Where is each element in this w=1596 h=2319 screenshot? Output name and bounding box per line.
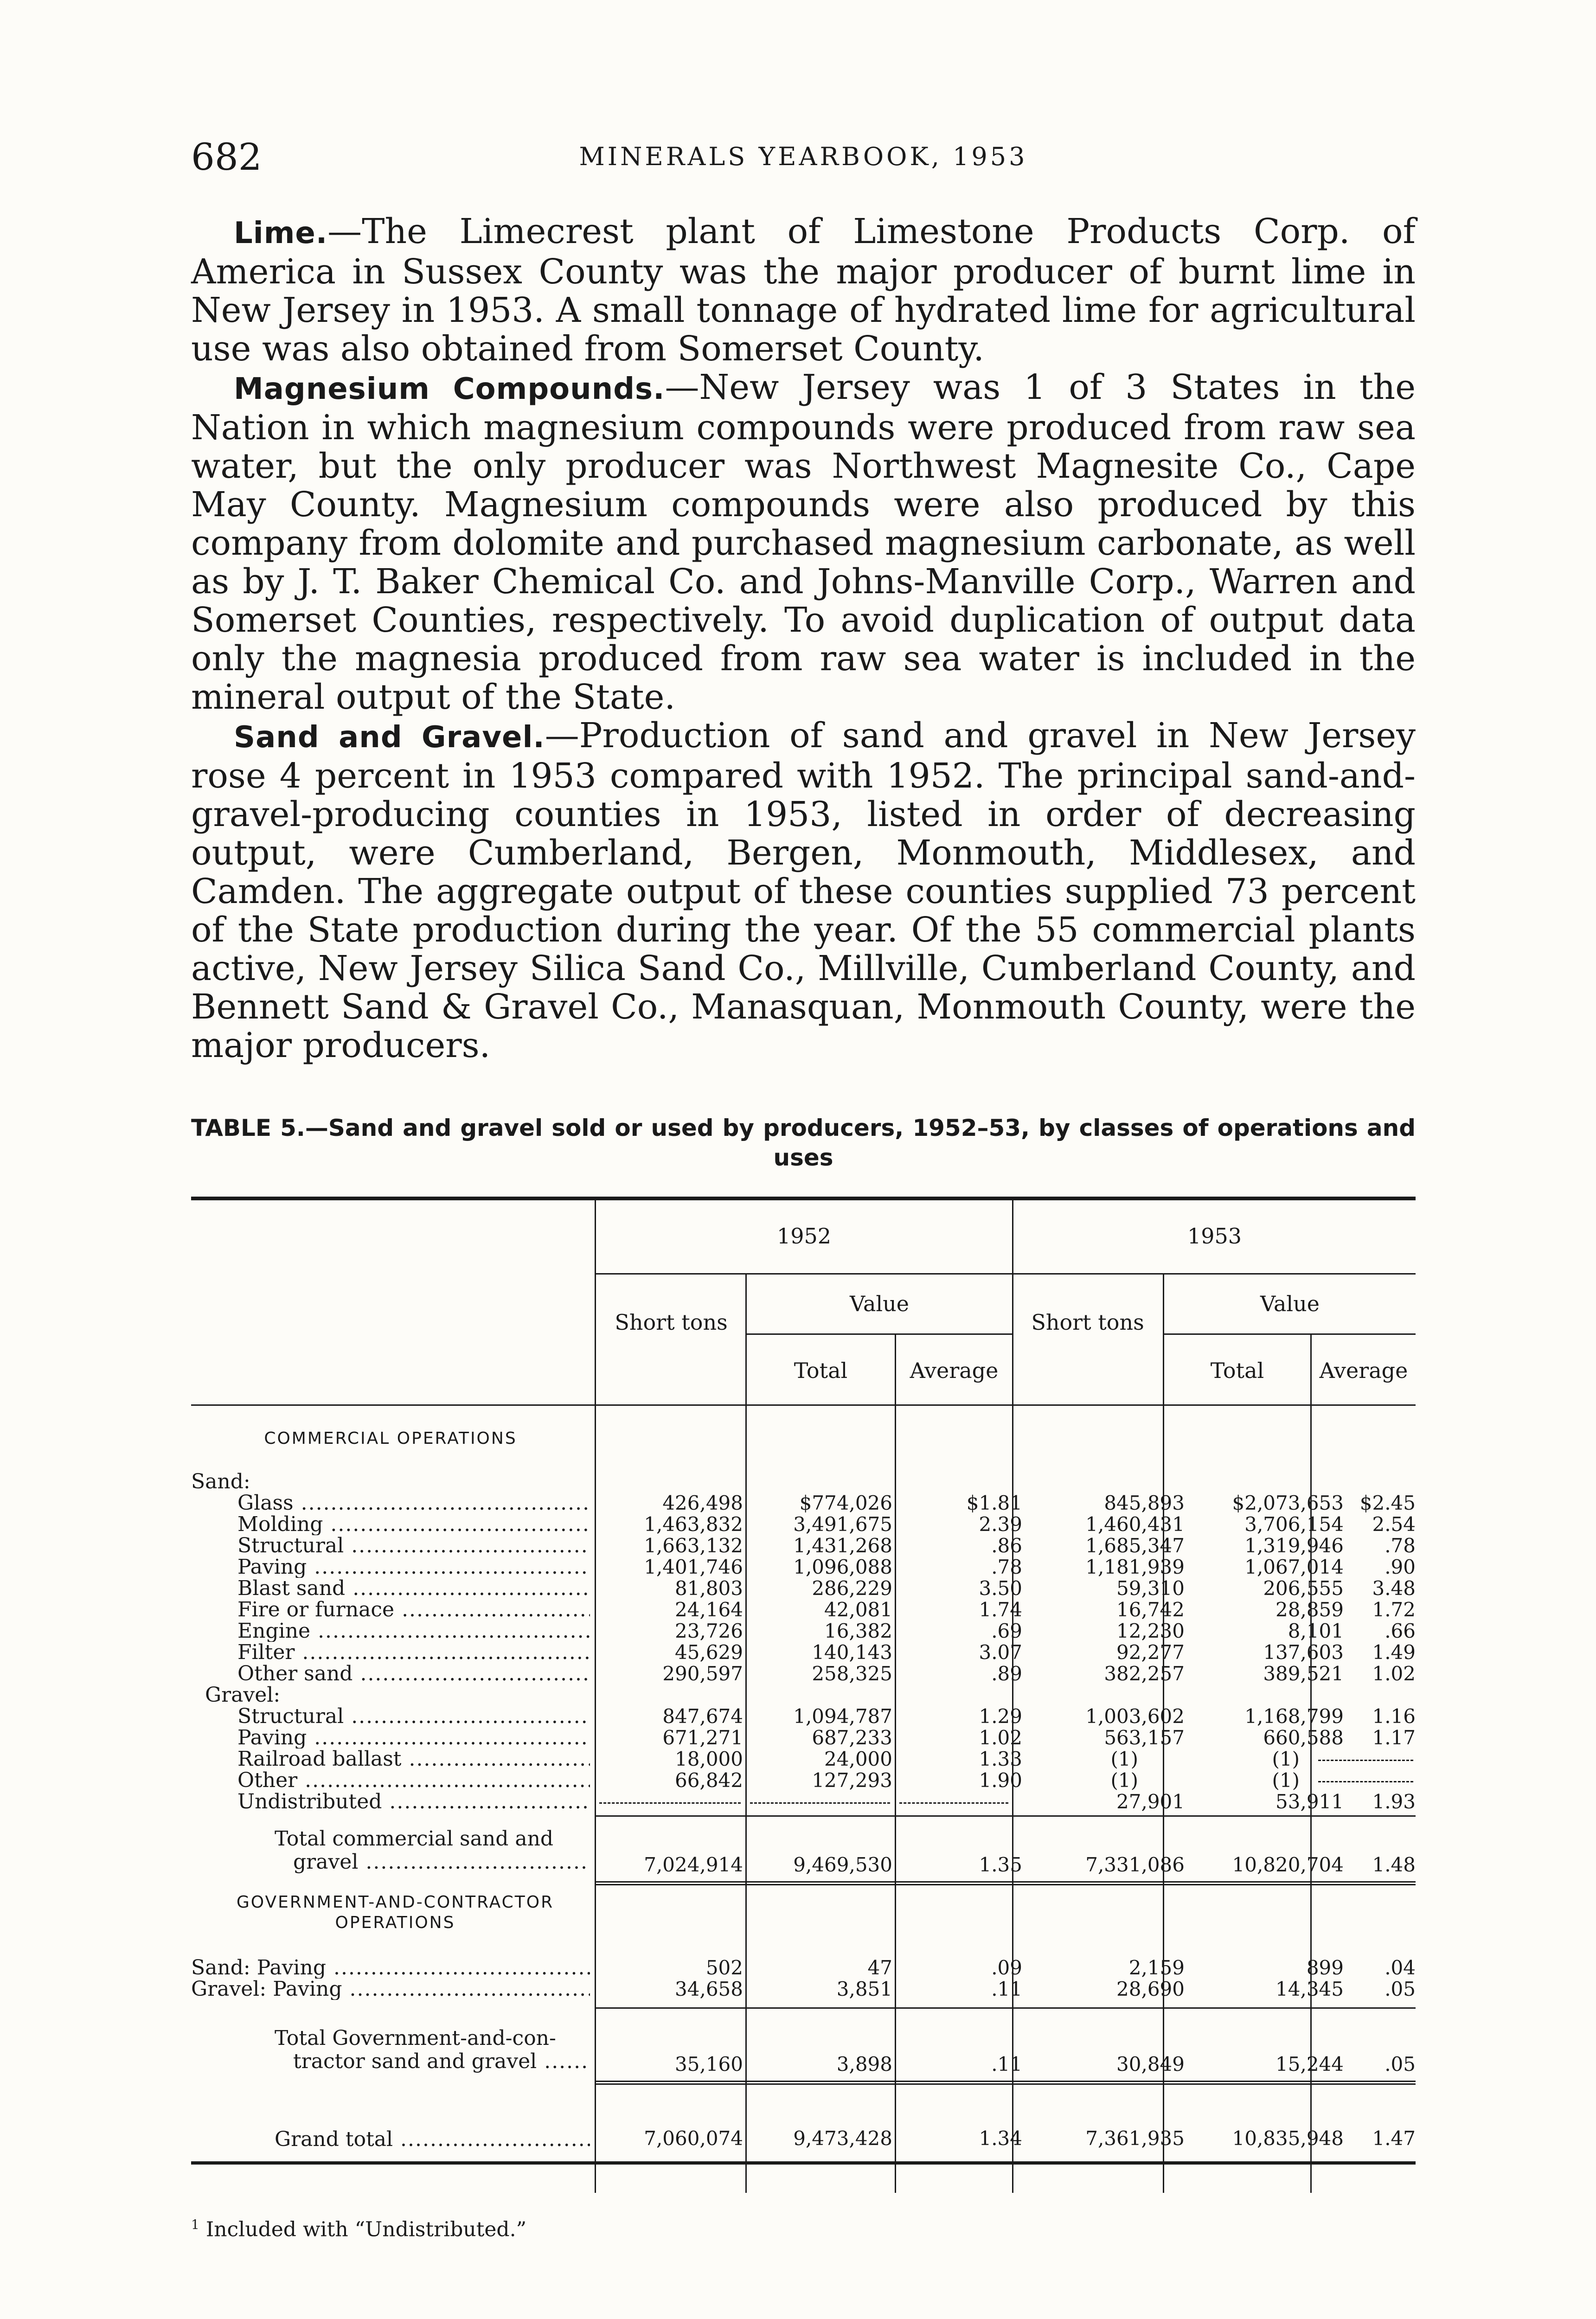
empty-cell-dash: [1318, 1760, 1413, 1761]
cell-1952-average: 1.02: [979, 1726, 1022, 1749]
cell-1952-tons: 290,597: [662, 1662, 743, 1685]
total-government-row: [191, 2027, 1416, 2078]
row-label: Undistributed .....: [191, 1791, 590, 1813]
cell-1953-tons: 1,181,939: [1085, 1556, 1185, 1578]
cell-1953-average: $2.45: [1359, 1492, 1416, 1514]
row-label: Railroad ballast .....: [191, 1749, 590, 1770]
cell-1953-tons: 16,742: [1116, 1598, 1185, 1621]
cell-1952-average: 1.35: [979, 1853, 1022, 1876]
table-row: [191, 1599, 1416, 1621]
table-double-rule: [596, 1881, 1416, 1885]
table-rule: [191, 1404, 1416, 1406]
cell-1952-tons: 1,401,746: [644, 1556, 743, 1578]
cell-1953-average: .66: [1384, 1620, 1416, 1642]
cell-1952-average: 1.33: [979, 1748, 1022, 1770]
cell-1953-tons: 2,159: [1128, 1956, 1185, 1979]
header-value: Value: [850, 1291, 909, 1316]
row-label: Blast sand .....: [191, 1578, 590, 1599]
cell-1953-tons: 28,690: [1116, 1978, 1185, 2000]
cell-1952-tons: 34,658: [675, 1978, 743, 2000]
cell-1952-average: .69: [991, 1620, 1022, 1642]
row-label: Filter .....: [191, 1642, 590, 1663]
cell-1952-tons: 426,498: [662, 1492, 743, 1514]
cell-1952-average: .11: [991, 2053, 1022, 2076]
paragraph-text: —New Jersey was 1 of 3 States in the Nation in which magnesium compounds were produced from raw sea water, but the only producer was Northwest Magnesite Co., Cape May County. Magnesium compounds were also produced by this company from dolomite and purchased magnesium carbonate, as well as by J. T. Baker Chemical Co. and Johns-Manville Corp., Warren and Somerset Counties, respectively. To avoid duplication of output data only the magnesia produced from raw sea water is included in the mineral output of the State.: [191, 367, 1416, 717]
row-label: Other sand .....: [191, 1663, 590, 1685]
paragraph-sand-gravel: [191, 717, 1416, 1065]
cell-1952-value: 9,473,428: [793, 2127, 892, 2150]
cell-1952-tons: 66,842: [675, 1769, 743, 1792]
cell-1952-value: 127,293: [812, 1769, 892, 1792]
table-row: [191, 1578, 1416, 1599]
cell-1953-average: 1.49: [1372, 1641, 1416, 1664]
row-label: Gravel: Paving .....: [191, 1979, 590, 2000]
row-label-line: tractor sand and gravel .....: [191, 2050, 590, 2073]
cell-1953-average: 1.48: [1372, 1853, 1416, 1876]
cell-1953-tons: 27,901: [1116, 1790, 1185, 1813]
cell-1953-average: .90: [1384, 1556, 1416, 1578]
cell-1953-tons: 7,331,086: [1085, 1853, 1185, 1876]
cell-1953-average: 1.47: [1372, 2127, 1416, 2150]
cell-1953-tons: 7,361,935: [1085, 2127, 1185, 2150]
cell-1953-average: .05: [1384, 1978, 1416, 2000]
cell-1952-value: 687,233: [812, 1726, 892, 1749]
table-row: [191, 1749, 1416, 1770]
row-label: [191, 2128, 590, 2151]
table-rule: [747, 1333, 1012, 1335]
table-row: [191, 1535, 1416, 1557]
cell-1953-average: 1.16: [1372, 1705, 1416, 1728]
cell-1953-tons: 563,157: [1104, 1726, 1185, 1749]
cell-1953-tons: 1,460,431: [1085, 1513, 1185, 1536]
cell-1952-value: 286,229: [812, 1577, 892, 1600]
cell-1953-average: 1.72: [1372, 1598, 1416, 1621]
row-label: [191, 2027, 590, 2073]
cell-1953-value: 660,588: [1263, 1726, 1344, 1749]
running-head: MINERALS YEARBOOK, 1953: [579, 142, 1028, 171]
grand-total-row: [191, 2128, 1416, 2149]
table-row: [191, 1791, 1416, 1813]
group-label-sand: [191, 1471, 1416, 1493]
cell-1952-value: 3,898: [836, 2053, 892, 2076]
cell-1952-tons: 1,463,832: [644, 1513, 743, 1536]
total-commercial-row: [191, 1827, 1416, 1878]
cell-1952-tons: 7,060,074: [644, 2127, 743, 2150]
header-short-tons: Short tons: [1031, 1310, 1144, 1335]
table-row: [191, 1557, 1416, 1578]
cell-1952-average: .89: [991, 1662, 1022, 1685]
cell-1952-average: 1.90: [979, 1769, 1022, 1792]
paragraph-lead: Lime.: [234, 216, 328, 250]
header-average: Average: [1319, 1358, 1408, 1383]
cell-1952-average: 2.39: [979, 1513, 1022, 1536]
cell-1953-value: 1,319,946: [1244, 1534, 1344, 1557]
cell-1953-tons: 59,310: [1116, 1577, 1185, 1600]
paragraph-text: —Production of sand and gravel in New Jersey rose 4 percent in 1953 compared with 1952. The principal sand-and-gravel-producing counties in 1953, listed in order of decreasing output, were Cumberland, Bergen, Monmouth, Middlesex, and Camden. The aggregate output of these counties supplied 73 percent of the State production during the year. Of the 55 commercial plants active, New Jersey Silica Sand Co., Millville, Cumberland County, and Bennett Sand & Gravel Co., Manasquan, Monmouth County, were the major producers.: [191, 716, 1416, 1065]
table-row: [191, 1514, 1416, 1535]
table-row: [191, 1770, 1416, 1791]
table-row: [191, 1727, 1416, 1749]
cell-1953-value: 1,067,014: [1244, 1556, 1344, 1578]
cell-1953-tons: (1): [1110, 1748, 1138, 1770]
cell-1953-value: 10,820,704: [1232, 1853, 1344, 1876]
cell-1953-value: 3,706,154: [1244, 1513, 1344, 1536]
header-total: Total: [1210, 1358, 1264, 1383]
header-value: Value: [1260, 1291, 1320, 1316]
table-rule: [596, 1815, 1416, 1817]
row-label: Paving .....: [191, 1727, 590, 1749]
cell-1952-tons: 847,674: [662, 1705, 743, 1728]
row-label: Fire or furnace .....: [191, 1599, 590, 1621]
cell-1953-value: $2,073,653: [1232, 1492, 1344, 1514]
row-label: Paving .....: [191, 1557, 590, 1578]
cell-1953-average: 2.54: [1372, 1513, 1416, 1536]
cell-1952-average: .86: [991, 1534, 1022, 1557]
cell-1952-average: 1.34: [979, 2127, 1022, 2150]
cell-1953-average: .78: [1384, 1534, 1416, 1557]
footnote: [191, 2217, 526, 2242]
table-row: [191, 1642, 1416, 1663]
cell-1952-average: 3.50: [979, 1577, 1022, 1600]
cell-1952-value: 1,096,088: [793, 1556, 892, 1578]
cell-1952-tons: 23,726: [675, 1620, 743, 1642]
empty-cell-dash: [599, 1802, 741, 1804]
cell-1952-tons: 1,663,132: [644, 1534, 743, 1557]
cell-1953-value: 1,168,799: [1244, 1705, 1344, 1728]
cell-1952-tons: 81,803: [675, 1577, 743, 1600]
cell-1952-tons: 35,160: [675, 2053, 743, 2076]
section-commercial: COMMERCIAL OPERATIONS: [264, 1429, 517, 1448]
table-row: [191, 1663, 1416, 1685]
cell-1952-value: 47: [867, 1956, 892, 1979]
cell-1953-average: 1.93: [1372, 1790, 1416, 1813]
cell-1952-value: 1,094,787: [793, 1705, 892, 1728]
header-year-1952: 1952: [776, 1224, 832, 1249]
cell-1953-value: 389,521: [1263, 1662, 1344, 1685]
cell-1952-value: 140,143: [812, 1641, 892, 1664]
cell-1952-tons: 18,000: [675, 1748, 743, 1770]
cell-1952-value: 16,382: [824, 1620, 892, 1642]
cell-1952-value: 24,000: [824, 1748, 892, 1770]
cell-1953-tons: (1): [1110, 1769, 1138, 1792]
row-label: Gravel:: [205, 1685, 281, 1706]
cell-1952-value: 42,081: [824, 1598, 892, 1621]
row-label-line: Grand total .....: [191, 2128, 590, 2151]
cell-1952-average: .11: [991, 1978, 1022, 2000]
paragraph-lead: Sand and Gravel.: [234, 720, 545, 755]
table-bottom-rule: [191, 2161, 1416, 2165]
table-top-rule: [191, 1197, 1416, 1200]
paragraph-lead: Magnesium Compounds.: [234, 372, 665, 406]
cell-1952-value: 1,431,268: [793, 1534, 892, 1557]
row-label-line: Total commercial sand and: [275, 1827, 554, 1851]
cell-1953-value: 8,101: [1288, 1620, 1344, 1642]
page-header: [191, 135, 1416, 186]
body-text: [191, 212, 1416, 1065]
row-label: Sand:: [191, 1471, 250, 1493]
cell-1952-tons: 45,629: [675, 1641, 743, 1664]
cell-1953-tons: 845,893: [1104, 1492, 1185, 1514]
table-row: [191, 1957, 1416, 1979]
cell-1952-value: 3,491,675: [793, 1513, 892, 1536]
cell-1953-tons: 382,257: [1104, 1662, 1185, 1685]
paragraph-text: —The Limecrest plant of Limestone Products Corp. of America in Sussex County was the major producer of burnt lime in New Jersey in 1953. A small tonnage of hydrated lime for agricultural use was also obtained from Somerset County.: [191, 211, 1416, 369]
empty-cell-dash: [1318, 1781, 1413, 1782]
cell-1953-average: 1.17: [1372, 1726, 1416, 1749]
table-caption: TABLE 5.—Sand and gravel sold or used by producers, 1952–53, by classes of operations and uses: [191, 1115, 1416, 1171]
cell-1953-value: 28,859: [1276, 1598, 1344, 1621]
table-rule: [1164, 1333, 1416, 1335]
footnote-text: Included with “Undistributed.”: [199, 2217, 527, 2242]
cell-1952-tons: 7,024,914: [644, 1853, 743, 1876]
cell-1953-value: (1): [1272, 1769, 1300, 1792]
header-short-tons: Short tons: [615, 1310, 728, 1335]
table-row: [191, 1979, 1416, 2000]
cell-1953-average: 3.48: [1372, 1577, 1416, 1600]
cell-1953-tons: 12,230: [1116, 1620, 1185, 1642]
cell-1952-average: 1.74: [979, 1598, 1022, 1621]
row-label: Other .....: [191, 1770, 590, 1791]
cell-1952-average: $1.81: [966, 1492, 1022, 1514]
cell-1952-average: .78: [991, 1556, 1022, 1578]
cell-1953-value: 15,244: [1276, 2053, 1344, 2076]
empty-cell-dash: [899, 1802, 1008, 1804]
header-total: Total: [794, 1358, 848, 1383]
cell-1953-tons: 1,685,347: [1085, 1534, 1185, 1557]
section-government: GOVERNMENT-AND-CONTRACTOR OPERATIONS: [236, 1893, 554, 1932]
cell-1952-average: 1.29: [979, 1705, 1022, 1728]
cell-1953-tons: 1,003,602: [1085, 1705, 1185, 1728]
cell-1953-value: 14,345: [1276, 1978, 1344, 2000]
cell-1953-average: .05: [1384, 2053, 1416, 2076]
table-double-rule: [596, 2081, 1416, 2085]
cell-1952-average: 3.07: [979, 1641, 1022, 1664]
cell-1953-tons: 30,849: [1116, 2053, 1185, 2076]
header-year-1953: 1953: [1187, 1224, 1242, 1249]
row-label: Structural .....: [191, 1706, 590, 1727]
table-row: [191, 1621, 1416, 1642]
row-label-line: Total Government-and-con-: [275, 2026, 556, 2050]
table-rule: [596, 2007, 1416, 2009]
cell-1953-value: 10,835,948: [1232, 2127, 1344, 2150]
paragraph-lime: [191, 212, 1416, 368]
page-number: 682: [191, 135, 262, 179]
cell-1952-value: $774,026: [799, 1492, 892, 1514]
group-label-gravel: [191, 1685, 1416, 1706]
table-rule: [1013, 1273, 1416, 1275]
row-label: [191, 1827, 590, 1874]
paragraph-magnesium: [191, 368, 1416, 717]
cell-1953-value: 137,603: [1263, 1641, 1344, 1664]
header-average: Average: [910, 1358, 999, 1383]
cell-1953-tons: 92,277: [1116, 1641, 1185, 1664]
cell-1953-average: 1.02: [1372, 1662, 1416, 1685]
cell-1952-value: 258,325: [812, 1662, 892, 1685]
cell-1952-tons: 671,271: [662, 1726, 743, 1749]
row-label-line: gravel .....: [191, 1851, 590, 1874]
row-label: Structural .....: [191, 1535, 590, 1557]
empty-cell-dash: [750, 1802, 890, 1804]
table-rule: [596, 1273, 1012, 1275]
cell-1953-value: (1): [1272, 1748, 1300, 1770]
row-label: Glass .....: [191, 1493, 590, 1514]
cell-1952-tons: 502: [705, 1956, 743, 1979]
cell-1952-tons: 24,164: [675, 1598, 743, 1621]
cell-1952-value: 3,851: [836, 1978, 892, 2000]
cell-1952-value: 9,469,530: [793, 1853, 892, 1876]
cell-1952-average: .09: [991, 1956, 1022, 1979]
footnote-mark: 1: [191, 2217, 199, 2232]
cell-1953-value: 206,555: [1263, 1577, 1344, 1600]
cell-1953-value: 899: [1306, 1956, 1344, 1979]
row-label: Molding .....: [191, 1514, 590, 1535]
cell-1953-average: .04: [1384, 1956, 1416, 1979]
table-row: [191, 1706, 1416, 1727]
row-label: Engine .....: [191, 1621, 590, 1642]
row-label: Sand: Paving .....: [191, 1957, 590, 1979]
table-row: [191, 1493, 1416, 1514]
cell-1953-value: 53,911: [1276, 1790, 1344, 1813]
